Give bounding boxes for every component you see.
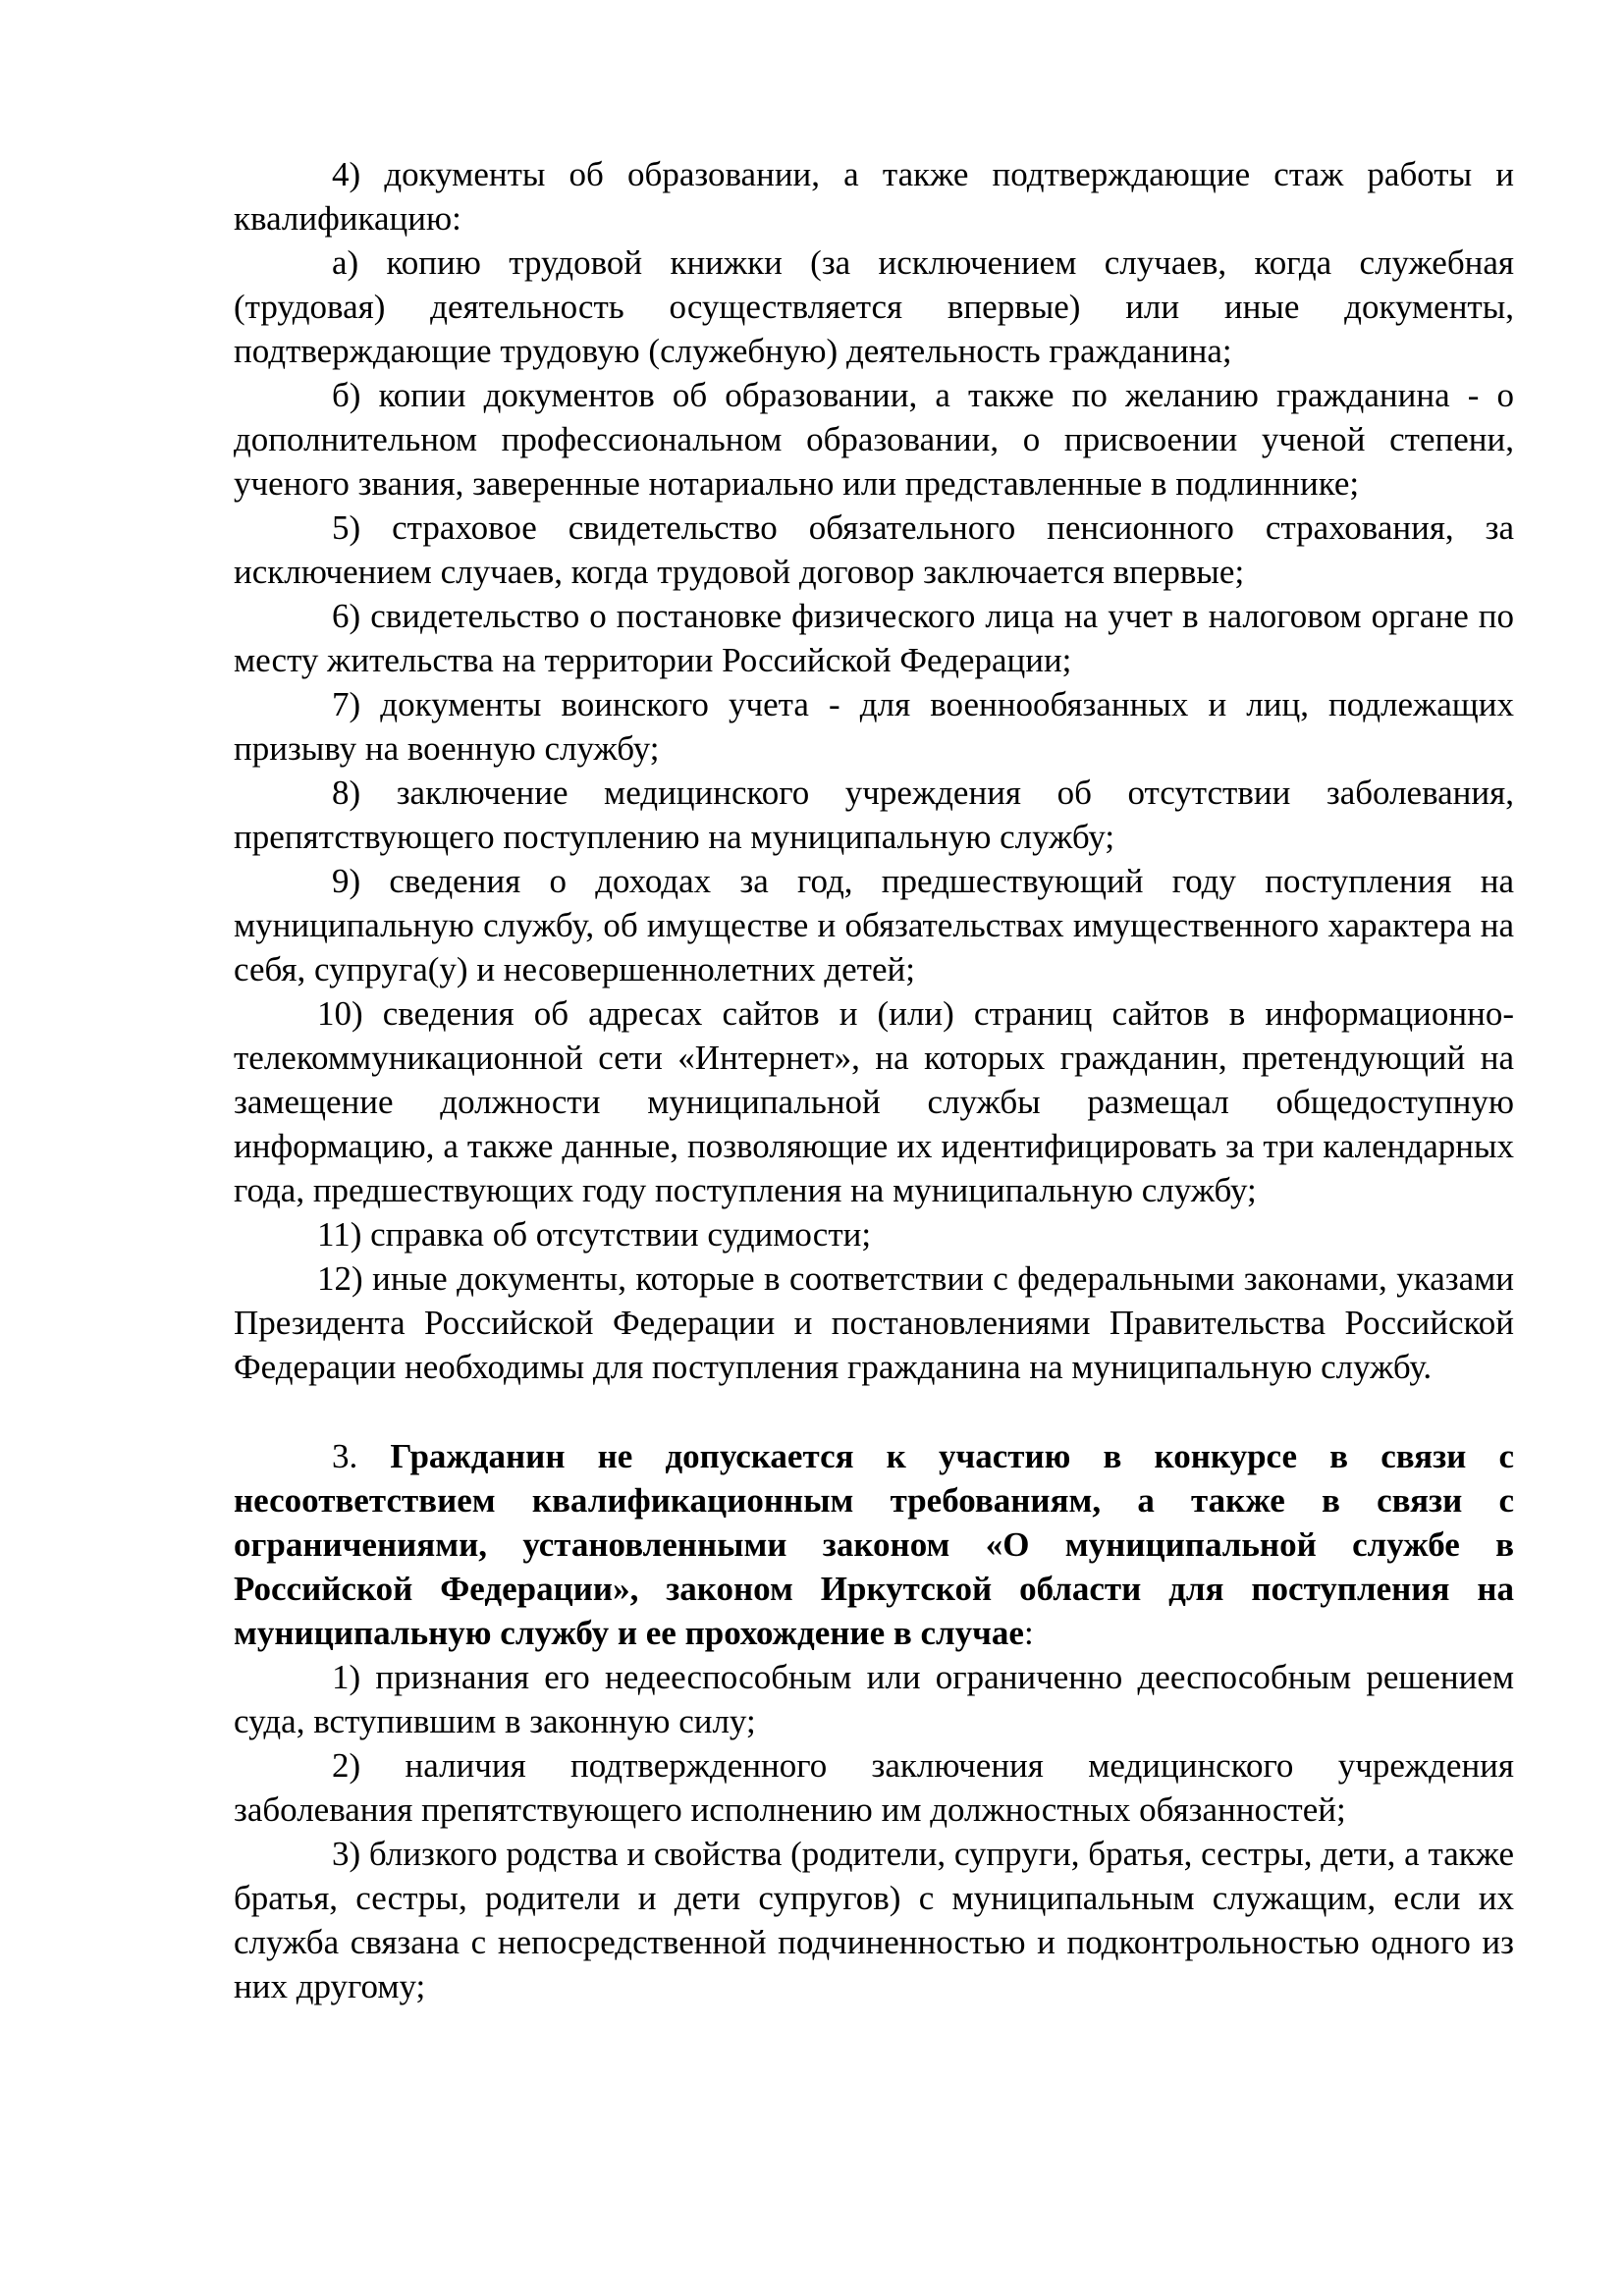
section-3-heading [234, 1434, 1514, 1655]
section-3-item-1: 1) признания его недееспособным или ограниченно дееспособным решением суда, вступившим в законную силу; [234, 1658, 1514, 1740]
section-3-item-3: 3) близкого родства и свойства (родители, супруги, братья, сестры, дети, а также братья, сестры, родители и дети супругов) с муниципальным служащим, если их служба связана с непосредственной подчиненностью и подконтрольностью одного из них другому; [234, 1835, 1514, 2005]
paragraph-item-4b: б) копии документов об образовании, а также по желанию гражданина - о дополнительном профессиональном образовании, о присвоении ученой степени, ученого звания, заверенные нотариально или представленные в подлиннике; [234, 376, 1514, 503]
section-gap [234, 1389, 1514, 1434]
section-3-colon: : [1023, 1614, 1034, 1652]
section-3-number: 3. [332, 1437, 391, 1475]
paragraph-item-10: 10) сведения об адресах сайтов и (или) страниц сайтов в информационно-телекоммуникационной сети «Интернет», на которых гражданин, претендующий на замещение должности муниципальной службы размещал общедоступную информацию, а также данные, позволяющие их идентифицировать за три календарных года, предшествующих году поступления на муниципальную службу; [234, 994, 1514, 1209]
paragraph-item-6: 6) свидетельство о постановке физического лица на учет в налоговом органе по месту жительства на территории Российской Федерации; [234, 597, 1514, 679]
section-3-item-2: 2) наличия подтвержденного заключения медицинского учреждения заболевания препятствующего исполнению им должностных обязанностей; [234, 1746, 1514, 1829]
document-page [234, 152, 1514, 2008]
paragraph-item-8: 8) заключение медицинского учреждения об отсутствии заболевания, препятствующего поступлению на муниципальную службу; [234, 774, 1514, 856]
paragraph-item-7: 7) документы воинского учета - для военнообязанных и лиц, подлежащих призыву на военную службу; [234, 685, 1514, 768]
paragraph-item-12: 12) иные документы, которые в соответствии с федеральными законами, указами Президента Российской Федерации и постановлениями Правительства Российской Федерации необходимы для поступления гражданина на муниципальную службу. [234, 1259, 1514, 1386]
paragraph-item-5: 5) страховое свидетельство обязательного пенсионного страхования, за исключением случаев, когда трудовой договор заключается впервые; [234, 508, 1514, 591]
paragraph-item-9: 9) сведения о доходах за год, предшествующий году поступления на муниципальную службу, об имуществе и обязательствах имущественного характера на себя, супруга(у) и несовершеннолетних детей; [234, 862, 1514, 988]
paragraph-item-4: 4) документы об образовании, а также подтверждающие стаж работы и квалификацию: [234, 155, 1514, 238]
paragraph-item-11: 11) справка об отсутствии судимости; [317, 1215, 872, 1254]
section-3-bold-text: Гражданин не допускается к участию в конкурсе в связи с несоответствием квалификационным требованиям, а также в связи с ограничениями, установленными законом «О муниципальной службе в Российской Федерации», законом Иркутской области для поступления на муниципальную службу и ее прохождение в случае [234, 1437, 1514, 1652]
paragraph-item-4a: а) копию трудовой книжки (за исключением случаев, когда служебная (трудовая) деятельность осуществляется впервые) или иные документы, подтверждающие трудовую (служебную) деятельность гражданина; [234, 243, 1514, 370]
